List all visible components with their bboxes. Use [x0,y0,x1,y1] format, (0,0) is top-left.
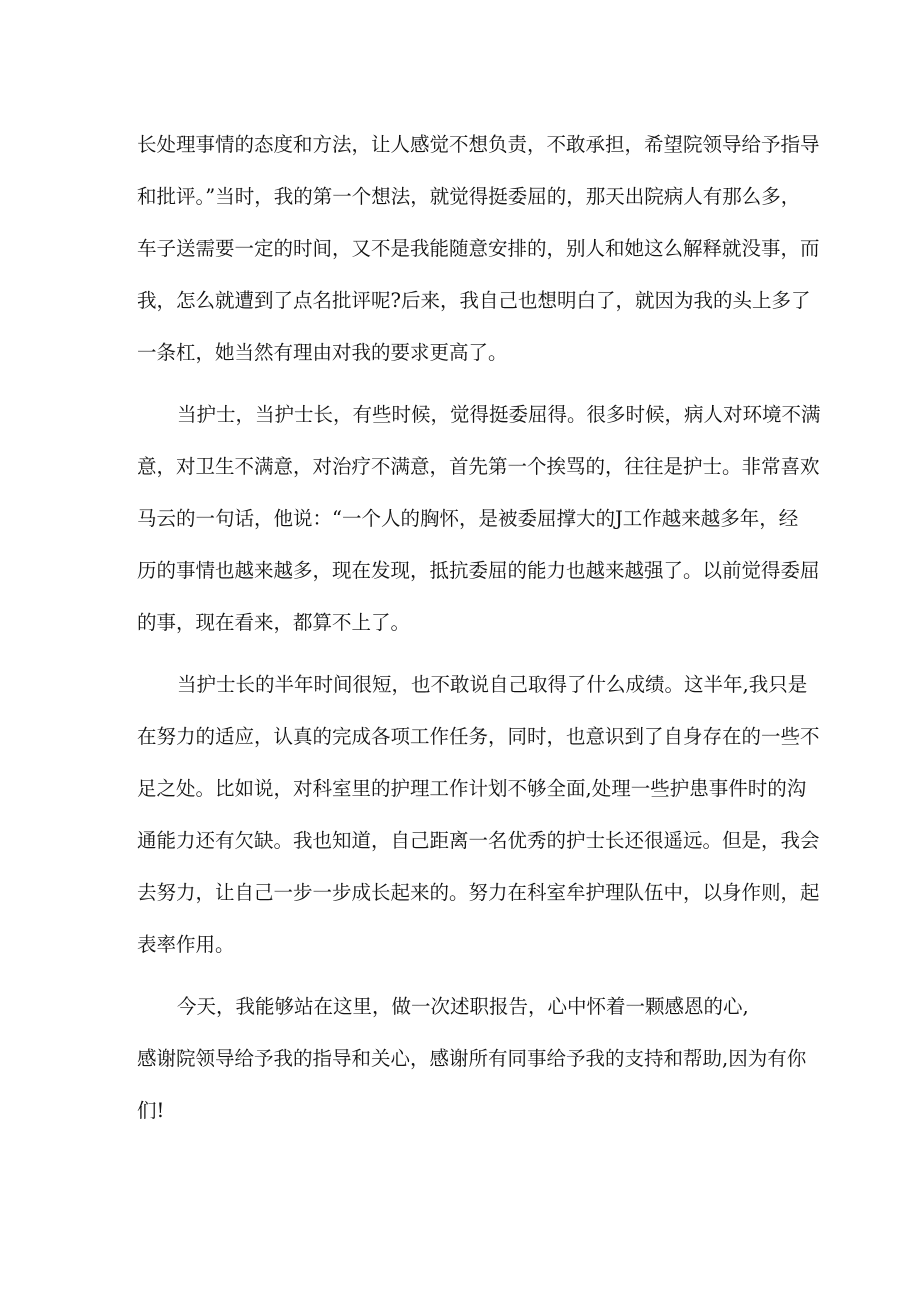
paragraph-spacer [137,649,801,659]
paragraph-line: 和批评。”当时，我的第一个想法，就觉得挺委屈的，那天出院病人有那么多， [137,185,801,208]
paragraph-line: 的事，现在看来，都算不上了。 [137,611,411,634]
document-body [137,119,821,1137]
paragraph-line: 去努力，让自己一步一步成长起来的。努力在科室牟护理队伍中，以身作则，起 [137,881,820,904]
paragraph-line: 马云的一句话，他说：“一个人的胸怀，是被委屈撑大的J工作越来越多年，经 [137,507,799,530]
paragraph-line: 历的事情也越来越多，现在发现，抵抗委屈的能力也越来越强了。以前觉得委屈 [137,559,820,582]
paragraph-line: 足之处。比如说，对科室里的护理工作计划不够全面,处理一些护患事件时的沟 [137,777,807,800]
paragraph-2 [137,389,821,649]
paragraph-line: 们! [137,1099,165,1122]
paragraph-line: 长处理事情的态度和方法，让人感觉不想负责，不敢承担，希望院领导给予指导 [137,133,820,156]
paragraph-line: 通能力还有欠缺。我也知道，自己距离一名优秀的护士长还很遥远。但是，我会 [137,829,820,852]
paragraph-line: 意，对卫生不满意，对治疗不满意，首先第一个挨骂的，往往是护士。非常喜欢 [137,455,820,478]
paragraph-line: 今天，我能够站在这里，做一次述职报告，心中怀着一颗感恩的心, [177,995,749,1018]
paragraph-line: 当护士长的半年时间很短，也不敢说自己取得了什么成绩。这半年,我只是 [177,673,808,696]
paragraph-1 [137,119,820,379]
paragraph-line: 表率作用。 [137,933,235,956]
paragraph-line: 我，怎么就遭到了点名批评呢?后来，我自己也想明白了，就因为我的头上多了 [137,289,811,312]
paragraph-line: 在努力的适应，认真的完成各项工作任务，同时，也意识到了自身存在的一些不 [137,725,820,748]
paragraph-4 [137,981,807,1137]
paragraph-3 [137,659,820,971]
paragraph-line: 车子送需要一定的时间，又不是我能随意安排的，别人和她这么解释就没事，而 [137,237,820,260]
paragraph-spacer [137,971,801,981]
paragraph-spacer [137,379,801,389]
paragraph-line: 一条杠，她当然有理由对我的要求更高了。 [137,341,508,364]
paragraph-line: 感谢院领导给予我的指导和关心，感谢所有同事给予我的支持和帮助,因为有你 [137,1047,807,1070]
paragraph-line: 当护士，当护士长，有些时候，觉得挺委屈得。很多时候，病人对环境不满 [177,403,821,426]
